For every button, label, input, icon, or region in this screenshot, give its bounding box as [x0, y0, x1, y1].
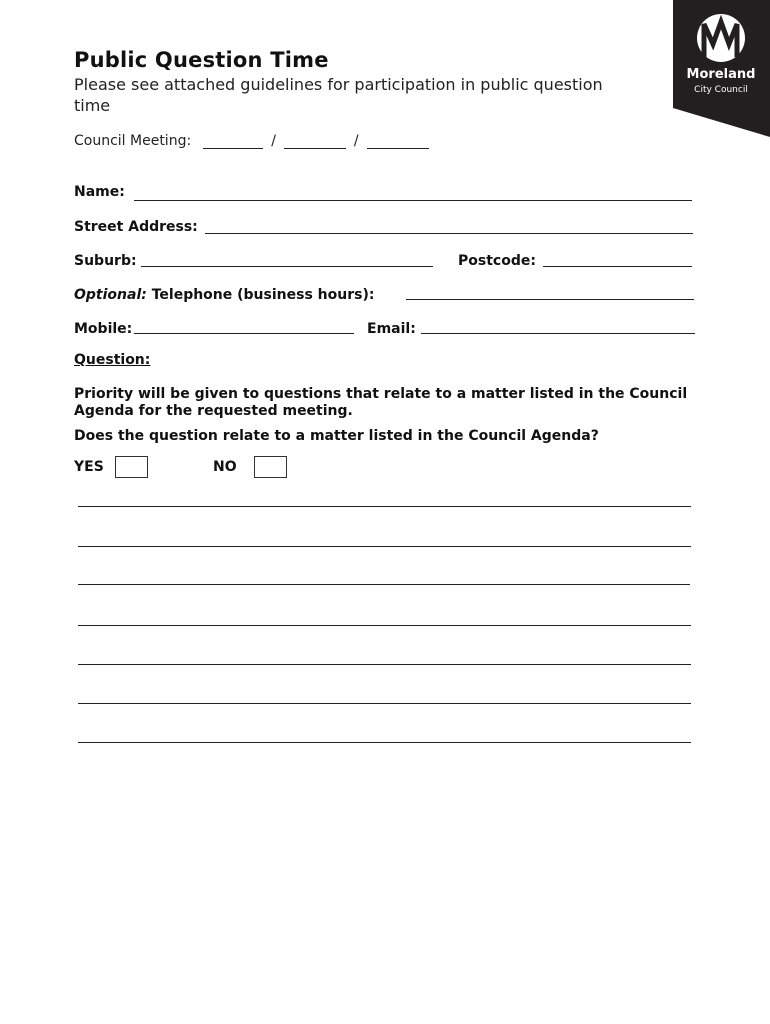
question-answer-line[interactable] — [78, 506, 691, 507]
moreland-logo — [673, 0, 770, 137]
question-label: Question: — [74, 352, 151, 368]
logo-subname: City Council — [694, 85, 748, 95]
optional-label: Optional: — [74, 287, 147, 303]
telephone-field[interactable] — [406, 299, 694, 300]
meeting-month-field[interactable] — [284, 134, 346, 149]
date-separator: / — [271, 133, 276, 149]
question-answer-line[interactable] — [78, 703, 691, 704]
priority-note: Priority will be given to questions that relate to a matter listed in the Council Agenda for the requested meeting. — [74, 386, 688, 419]
mobile-field[interactable] — [134, 333, 354, 334]
form-subtitle: Please see attached guidelines for participation in public question time — [74, 75, 603, 115]
yes-checkbox[interactable] — [115, 456, 148, 478]
suburb-field[interactable] — [141, 266, 433, 267]
meeting-year-field[interactable] — [367, 134, 429, 149]
telephone-row-label — [74, 287, 374, 303]
council-meeting-row — [74, 133, 429, 149]
no-checkbox[interactable] — [254, 456, 287, 478]
postcode-label: Postcode: — [458, 253, 536, 269]
question-answer-line[interactable] — [78, 625, 691, 626]
email-label: Email: — [367, 321, 416, 337]
question-answer-line[interactable] — [78, 742, 691, 743]
postcode-field[interactable] — [543, 266, 692, 267]
question-answer-line[interactable] — [78, 584, 690, 585]
name-label: Name: — [74, 184, 125, 200]
telephone-label: Telephone (business hours): — [151, 287, 375, 303]
no-label: NO — [213, 459, 237, 475]
meeting-day-field[interactable] — [203, 134, 263, 149]
council-meeting-label: Council Meeting: — [74, 133, 192, 149]
email-field[interactable] — [421, 333, 695, 334]
question-answer-line[interactable] — [78, 664, 691, 665]
form-title: Public Question Time — [74, 48, 329, 72]
street-address-label: Street Address: — [74, 219, 198, 235]
date-separator: / — [353, 133, 359, 149]
logo-name: Moreland — [686, 67, 756, 82]
suburb-label: Suburb: — [74, 253, 137, 269]
logo-badge — [673, 0, 770, 137]
agenda-question: Does the question relate to a matter listed in the Council Agenda? — [74, 428, 599, 444]
mobile-label: Mobile: — [74, 321, 133, 337]
name-field[interactable] — [134, 200, 692, 201]
question-answer-line[interactable] — [78, 546, 691, 547]
street-address-field[interactable] — [205, 233, 693, 234]
yes-label: YES — [74, 459, 104, 475]
